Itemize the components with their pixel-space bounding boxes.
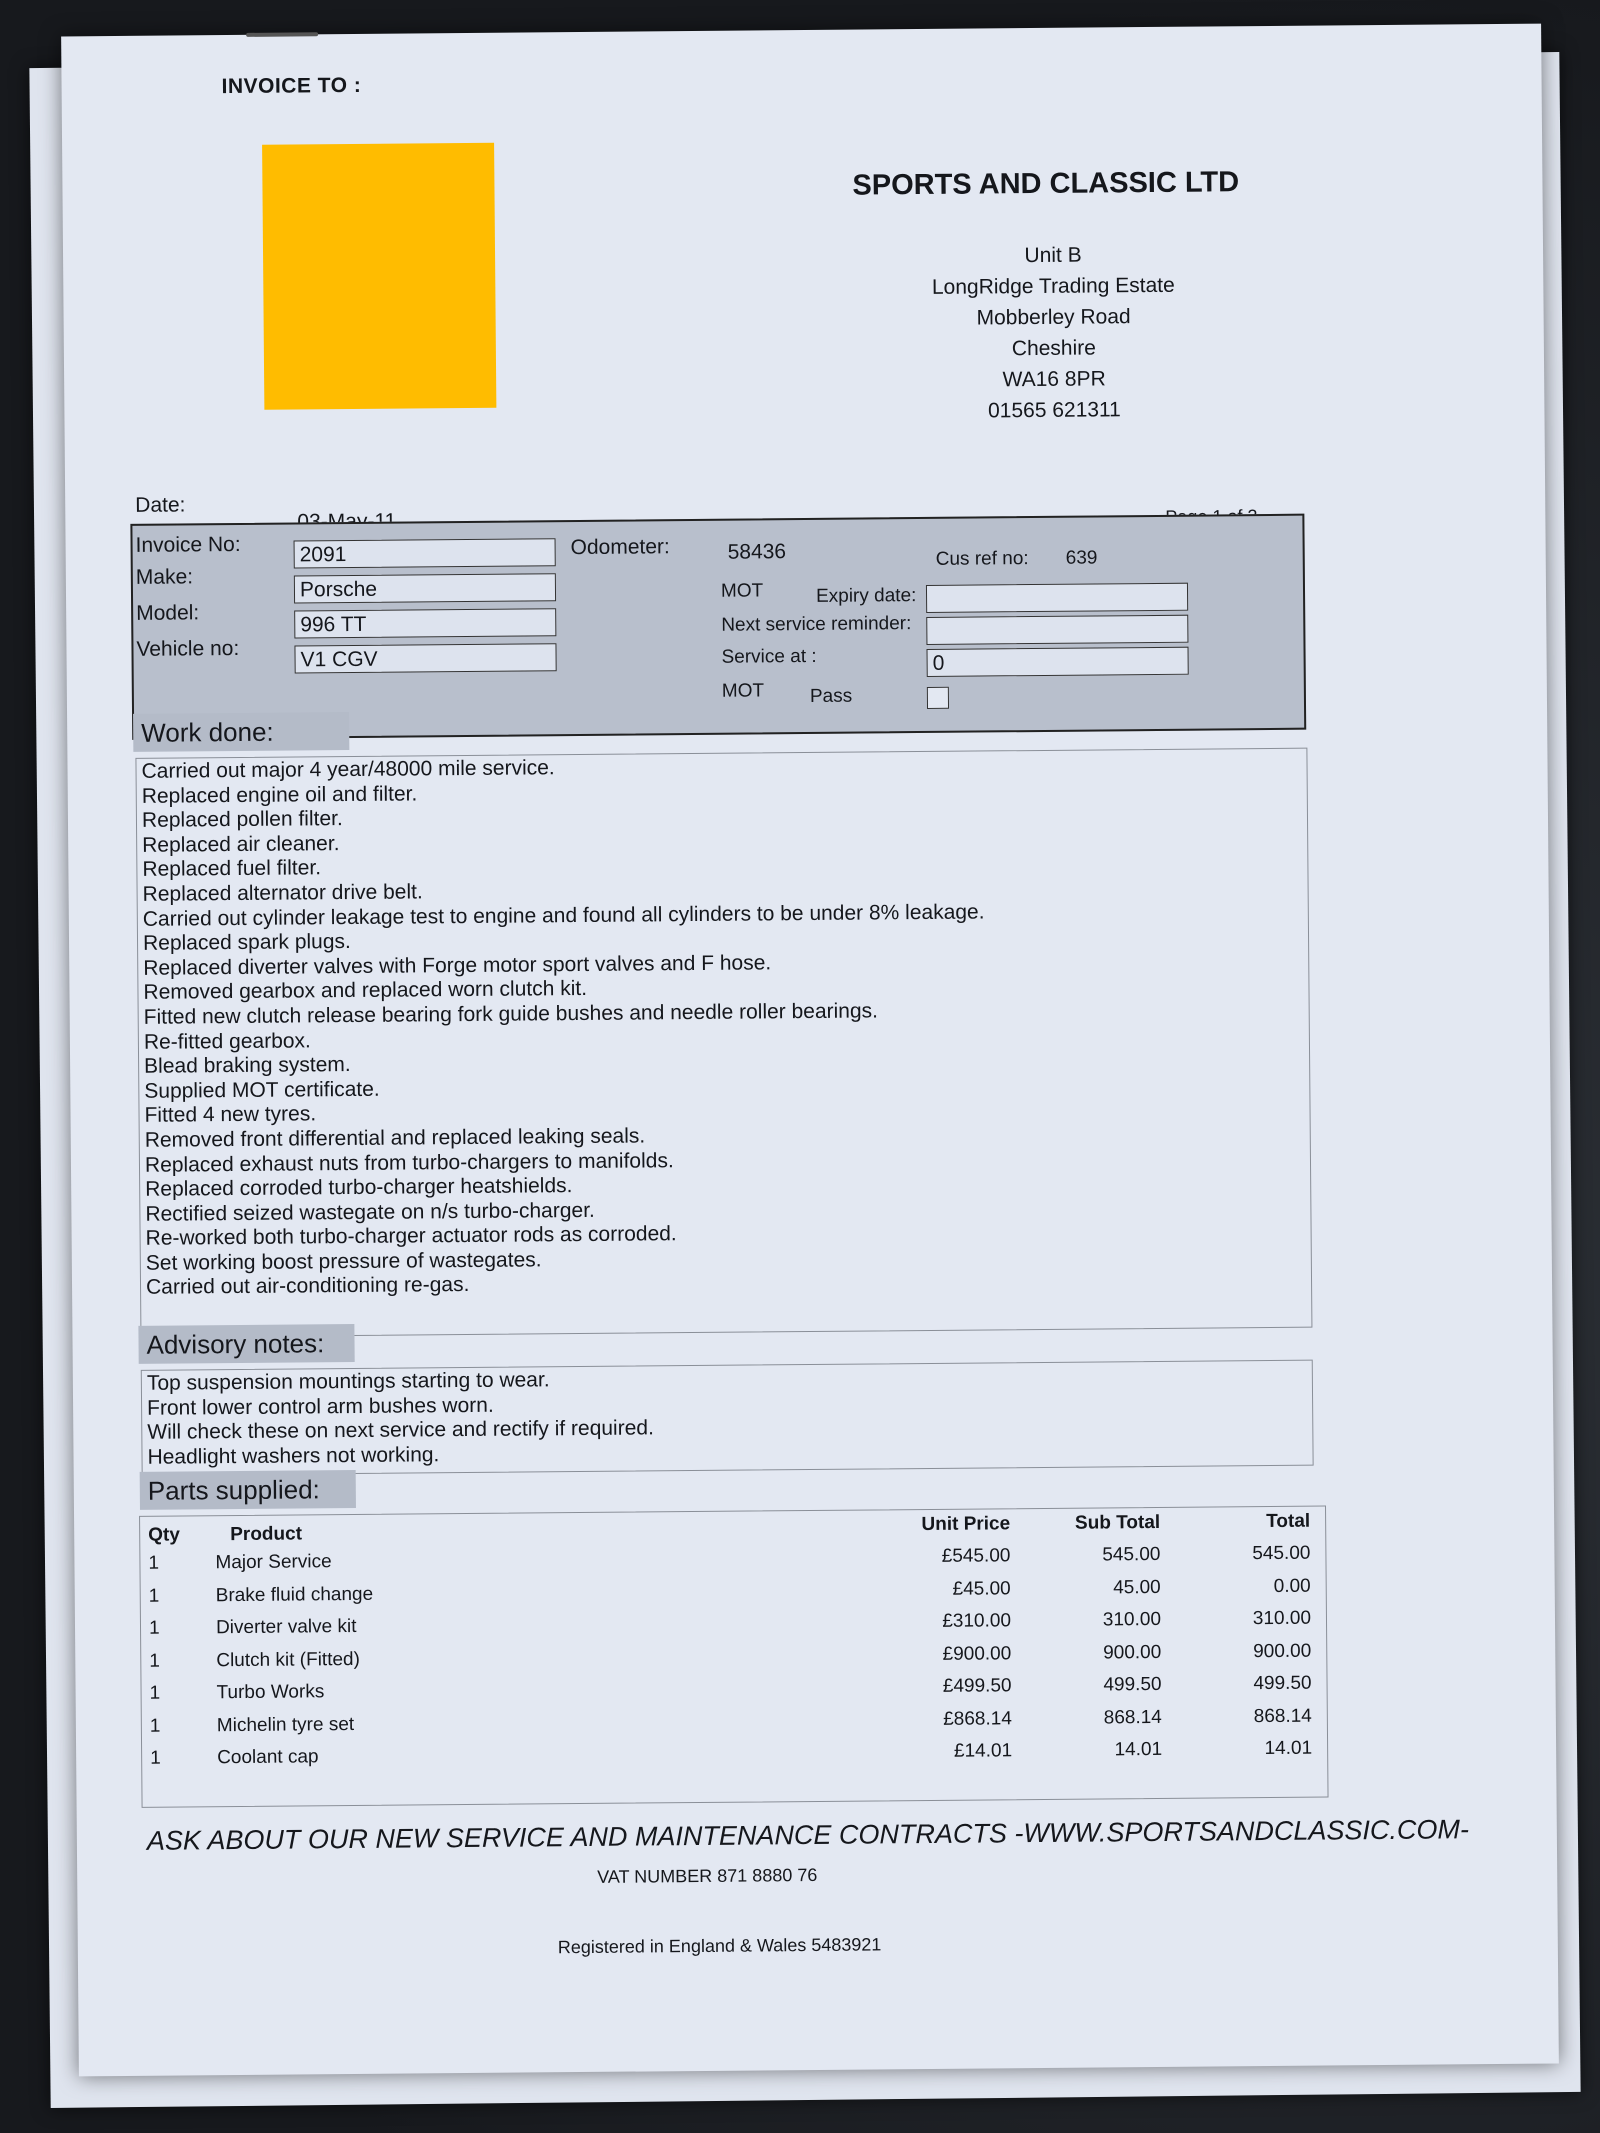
next-service-field [926, 615, 1188, 645]
parts-product-cell: Brake fluid change [215, 1583, 374, 1606]
service-at-label: Service at : [721, 645, 817, 668]
work-done-item: Replaced corroded turbo-charger heatshields. [145, 1174, 573, 1201]
parts-unit-price-cell: £14.01 [953, 1740, 1013, 1762]
odometer-value: 58436 [727, 540, 787, 564]
invoice-no-label: Invoice No: [135, 532, 241, 557]
parts-qty-cell: 1 [148, 1585, 160, 1607]
parts-sub-total-cell: 14.01 [1114, 1738, 1163, 1761]
advisory-heading: Advisory notes: [138, 1324, 354, 1364]
parts-total-cell: 14.01 [1264, 1737, 1313, 1760]
parts-total-cell: 868.14 [1253, 1705, 1312, 1727]
advisory-item: Top suspension mountings starting to wear. [146, 1368, 550, 1395]
date-label: Date: [135, 493, 186, 517]
invoice-no-field: 2091 [294, 538, 556, 568]
parts-product-cell: Coolant cap [217, 1746, 319, 1769]
work-done-item: Replaced spark plugs. [142, 930, 351, 955]
promo-line: ASK ABOUT OUR NEW SERVICE AND MAINTENANCE CONTRACTS -WWW.SPORTSANDCLASSIC.COM- [146, 1814, 1470, 1856]
parts-qty-cell: 1 [149, 1682, 161, 1704]
parts-total-cell: 499.50 [1253, 1672, 1312, 1695]
work-done-item: Blead braking system. [144, 1053, 351, 1078]
mot-pass-label: MOT [721, 680, 765, 702]
address-line: Mobberley Road [976, 305, 1131, 330]
work-done-item: Re-fitted gearbox. [143, 1028, 311, 1054]
parts-unit-price-cell: £499.50 [942, 1675, 1012, 1697]
mot-label: MOT [720, 580, 764, 602]
make-label: Make: [135, 565, 194, 589]
work-done-item: Supplied MOT certificate. [144, 1077, 380, 1103]
parts-qty-cell: 1 [150, 1747, 161, 1769]
work-done-item: Removed front differential and replaced leaking seals. [144, 1124, 646, 1152]
parts-sub-total-cell: 499.50 [1103, 1673, 1162, 1696]
parts-heading: Parts supplied: [140, 1470, 356, 1510]
vat-number: VAT NUMBER 871 8880 76 [597, 1864, 818, 1887]
parts-product-cell: Diverter valve kit [215, 1615, 357, 1639]
service-at-field: 0 [927, 647, 1189, 677]
registration-line: Registered in England & Wales 5483921 [557, 1934, 882, 1958]
parts-total-cell: 900.00 [1253, 1640, 1312, 1662]
pass-label: Pass [809, 685, 853, 707]
work-done-item: Replaced engine oil and filter. [141, 782, 418, 808]
parts-qty-cell: 1 [149, 1650, 160, 1672]
company-name: SPORTS AND CLASSIC LTD [852, 166, 1240, 202]
parts-sub-total-cell: 868.14 [1103, 1706, 1162, 1728]
expiry-date-label: Expiry date: [815, 585, 917, 607]
address-line: Unit B [1024, 243, 1082, 268]
model-label: Model: [136, 601, 200, 625]
work-done-item: Replaced diverter valves with Forge motor sport valves and F hose. [143, 951, 772, 980]
parts-product-cell: Turbo Works [216, 1681, 325, 1704]
parts-total-cell: 545.00 [1252, 1542, 1311, 1565]
work-done-item: Rectified seized wastegate on n/s turbo-charger. [145, 1198, 595, 1226]
work-done-item: Replaced air cleaner. [142, 831, 340, 857]
parts-qty-cell: 1 [148, 1617, 160, 1639]
work-done-list [141, 752, 987, 1300]
work-done-item: Re-worked both turbo-charger actuator rods as corroded. [145, 1222, 677, 1251]
col-qty-header: Qty [148, 1524, 180, 1546]
work-done-item: Carried out major 4 year/48000 mile service. [141, 756, 555, 783]
parts-qty-cell: 1 [149, 1715, 161, 1737]
parts-sub-total-cell: 545.00 [1102, 1543, 1161, 1566]
work-done-item: Set working boost pressure of wastegates. [145, 1248, 542, 1275]
advisory-item: Will check these on next service and rectify if required. [147, 1416, 654, 1444]
work-done-item: Removed gearbox and replaced worn clutch kit. [143, 977, 588, 1005]
expiry-date-field [926, 583, 1188, 613]
parts-qty-cell: 1 [148, 1552, 160, 1574]
work-done-item: Carried out cylinder leakage test to engine and found all cylinders to be under 8% leakage. [142, 900, 985, 931]
work-done-item: Replaced fuel filter. [142, 856, 322, 882]
parts-unit-price-cell: £900.00 [942, 1642, 1012, 1665]
address-line: 01565 621311 [987, 398, 1121, 423]
col-sub-total-header: Sub Total [1074, 1511, 1161, 1534]
staple [246, 32, 318, 37]
parts-unit-price-cell: £545.00 [941, 1545, 1011, 1567]
work-done-item: Replaced pollen filter. [141, 807, 343, 833]
company-address [903, 239, 1205, 428]
parts-table [139, 1506, 1329, 1808]
redaction-block [262, 143, 496, 410]
advisory-list [147, 1367, 654, 1470]
advisory-item: Front lower control arm bushes worn. [146, 1393, 494, 1420]
address-line: WA16 8PR [1002, 367, 1106, 392]
odometer-label: Odometer: [570, 535, 670, 560]
address-line: LongRidge Trading Estate [931, 273, 1175, 299]
parts-unit-price-cell: £45.00 [952, 1577, 1011, 1600]
vehicle-no-label: Vehicle no: [136, 636, 240, 661]
col-total-header: Total [1266, 1510, 1311, 1533]
work-done-heading: Work done: [133, 712, 349, 752]
col-product-header: Product [230, 1523, 303, 1546]
parts-sub-total-cell: 310.00 [1102, 1608, 1162, 1631]
cus-ref-value: 639 [1065, 547, 1098, 569]
parts-sub-total-cell: 45.00 [1113, 1576, 1161, 1598]
invoice-to-label: INVOICE TO : [221, 73, 362, 99]
parts-sub-total-cell: 900.00 [1103, 1641, 1162, 1663]
parts-product-cell: Major Service [215, 1551, 332, 1574]
work-done-item: Replaced exhaust nuts from turbo-chargers to manifolds. [144, 1148, 674, 1177]
address-line: Cheshire [1011, 336, 1097, 361]
col-unit-price-header: Unit Price [921, 1513, 1011, 1536]
work-done-item: Fitted new clutch release bearing fork guide bushes and needle roller bearings. [143, 999, 879, 1029]
work-done-item: Fitted 4 new tyres. [144, 1102, 317, 1128]
advisory-item: Headlight washers not working. [147, 1443, 440, 1469]
parts-total-cell: 0.00 [1273, 1575, 1311, 1597]
work-done-item: Replaced alternator drive belt. [142, 880, 423, 906]
work-done-item: Carried out air-conditioning re-gas. [145, 1273, 470, 1300]
parts-product-cell: Michelin tyre set [216, 1713, 355, 1736]
parts-total-cell: 310.00 [1252, 1607, 1312, 1630]
parts-unit-price-cell: £868.14 [943, 1707, 1012, 1730]
vehicle-no-field: V1 CGV [294, 643, 556, 673]
make-field: Porsche [294, 573, 556, 603]
invoice-page [61, 24, 1559, 2077]
model-field: 996 TT [294, 608, 556, 638]
next-service-label: Next service reminder: [721, 613, 912, 636]
parts-product-cell: Clutch kit (Fitted) [216, 1648, 360, 1671]
mot-pass-checkbox [927, 687, 949, 709]
parts-unit-price-cell: £310.00 [942, 1610, 1012, 1632]
cus-ref-label: Cus ref no: [935, 548, 1029, 570]
